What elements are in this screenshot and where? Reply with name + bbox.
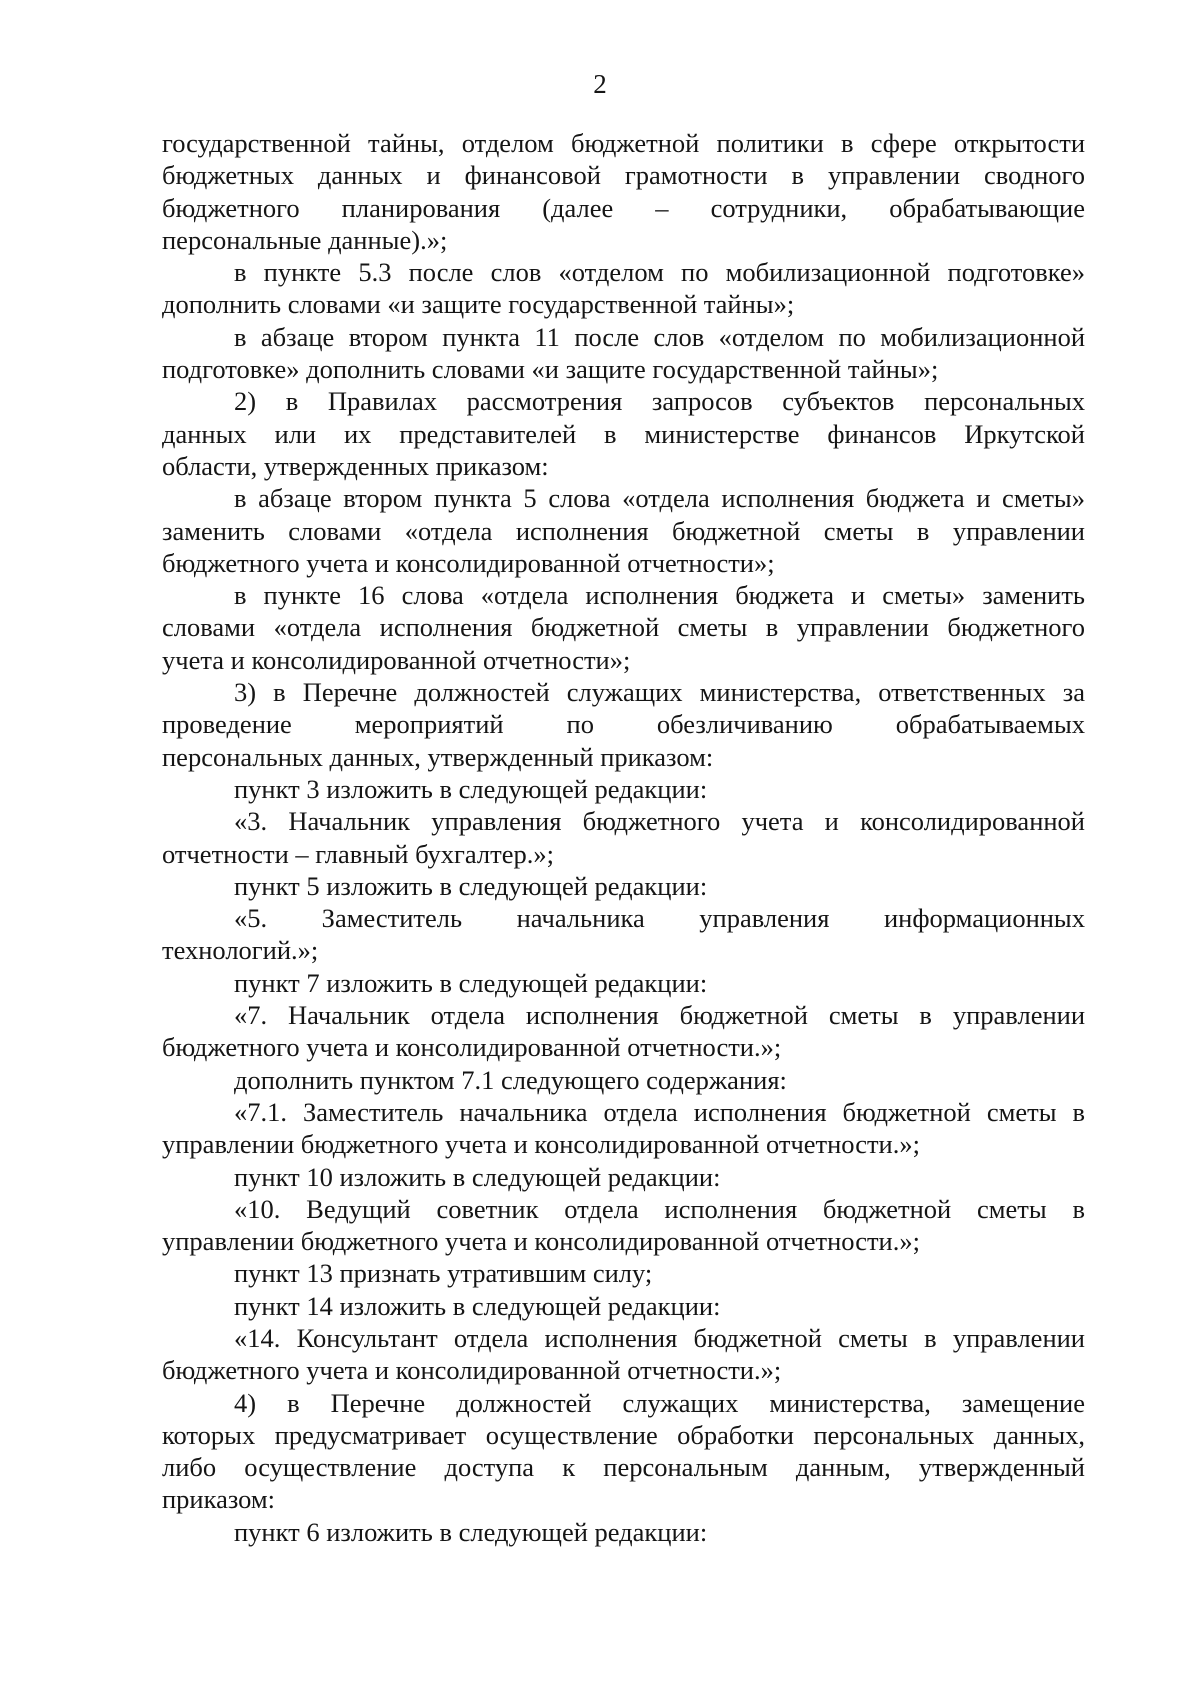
text-line: пункт 14 изложить в следующей редакции: — [234, 1290, 721, 1321]
page-number: 2 — [593, 69, 607, 99]
text-line: пункт 10 изложить в следующей редакции: — [234, 1161, 721, 1192]
text-line: либо осуществление доступа к персональным данным, утвержденный — [162, 1452, 1085, 1483]
text-line: пункт 7 изложить в следующей редакции: — [234, 967, 708, 998]
text-line: бюджетного планирования (далее – сотрудники, обрабатывающие — [162, 192, 1085, 223]
text-line: 2) в Правилах рассмотрения запросов субъектов персональных — [234, 386, 1085, 417]
text-line: в абзаце втором пункта 11 после слов «отделом по мобилизационной — [234, 321, 1085, 352]
text-line: дополнить пунктом 7.1 следующего содержания: — [234, 1064, 787, 1095]
text-line: области, утвержденных приказом: — [162, 450, 549, 481]
text-line: в пункте 5.3 после слов «отделом по мобилизационной подготовке» — [234, 257, 1085, 288]
text-line: пункт 6 изложить в следующей редакции: — [234, 1516, 708, 1547]
text-line: в абзаце втором пункта 5 слова «отдела исполнения бюджета и сметы» — [234, 483, 1085, 514]
text-line: управлении бюджетного учета и консолидированной отчетности.»; — [162, 1226, 920, 1257]
text-line: пункт 3 изложить в следующей редакции: — [234, 773, 708, 804]
text-line: пункт 5 изложить в следующей редакции: — [234, 870, 708, 901]
text-line: «7. Начальник отдела исполнения бюджетной сметы в управлении — [234, 1000, 1085, 1031]
text-line: «10. Ведущий советник отдела исполнения бюджетной сметы в — [234, 1193, 1085, 1224]
text-line: данных или их представителей в министерстве финансов Иркутской — [162, 418, 1085, 449]
text-line: подготовке» дополнить словами «и защите государственной тайны»; — [162, 354, 939, 385]
text-line: дополнить словами «и защите государственной тайны»; — [162, 289, 795, 320]
text-line: «14. Консультант отдела исполнения бюджетной сметы в управлении — [234, 1322, 1085, 1353]
text-line: пункт 13 признать утратившим силу; — [234, 1258, 653, 1289]
text-line: бюджетных данных и финансовой грамотности в управлении сводного — [162, 160, 1085, 191]
text-line: «7.1. Заместитель начальника отдела исполнения бюджетной сметы в — [234, 1096, 1085, 1127]
text-line: государственной тайны, отделом бюджетной политики в сфере открытости — [162, 128, 1085, 158]
text-line: в пункте 16 слова «отдела исполнения бюджета и сметы» заменить — [234, 580, 1085, 611]
text-line: проведение мероприятий по обезличиванию обрабатываемых — [162, 709, 1085, 740]
text-line: управлении бюджетного учета и консолидированной отчетности.»; — [162, 1129, 920, 1160]
text-line: бюджетного учета и консолидированной отчетности»; — [162, 547, 775, 578]
text-line: словами «отдела исполнения бюджетной сметы в управлении бюджетного — [162, 612, 1085, 643]
text-line: учета и консолидированной отчетности»; — [162, 644, 631, 675]
text-line: персональных данных, утвержденный приказом: — [162, 741, 714, 772]
text-line: бюджетного учета и консолидированной отчетности.»; — [162, 1355, 782, 1386]
text-line: заменить словами «отдела исполнения бюджетной сметы в управлении — [162, 515, 1085, 546]
text-line: отчетности – главный бухгалтер.»; — [162, 838, 554, 869]
document-body — [162, 127, 1085, 1548]
text-line: персональные данные).»; — [162, 224, 448, 255]
text-line: бюджетного учета и консолидированной отчетности.»; — [162, 1032, 782, 1063]
text-line: технологий.»; — [162, 935, 319, 966]
text-line: 3) в Перечне должностей служащих министерства, ответственных за — [234, 677, 1085, 708]
text-line: 4) в Перечне должностей служащих министерства, замещение — [234, 1387, 1085, 1418]
text-line: «3. Начальник управления бюджетного учета и консолидированной — [234, 806, 1085, 837]
text-line: «5. Заместитель начальника управления информационных — [234, 903, 1085, 934]
text-line: приказом: — [162, 1484, 276, 1515]
text-line: которых предусматривает осуществление обработки персональных данных, — [162, 1419, 1085, 1450]
